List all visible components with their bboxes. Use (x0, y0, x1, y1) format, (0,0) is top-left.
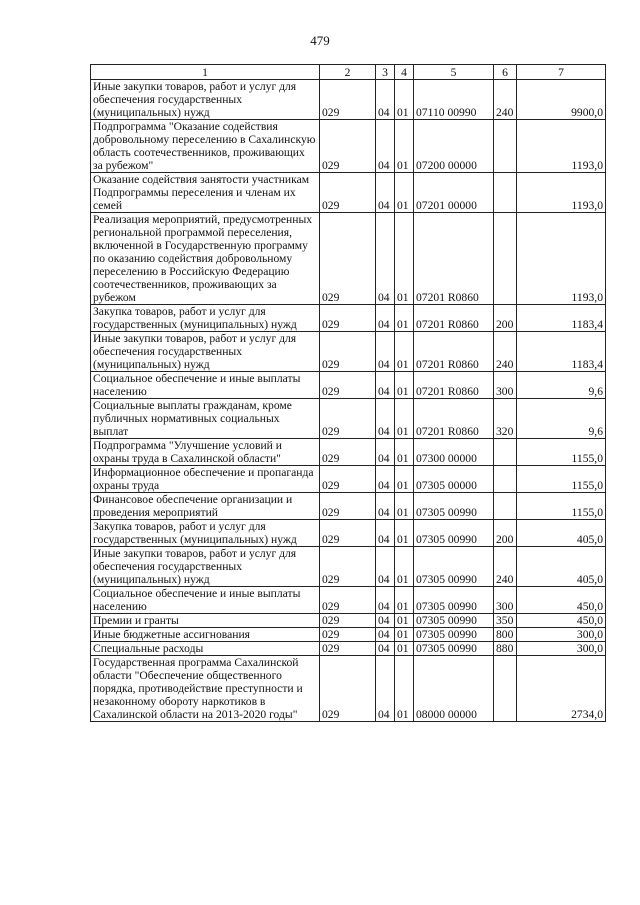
row-expense-type: 350 (494, 614, 517, 628)
row-target-article: 07201 R0860 (414, 213, 494, 305)
col-header-3: 3 (376, 65, 395, 80)
row-section: 04 (376, 120, 395, 173)
row-subsection: 01 (395, 656, 414, 722)
row-amount: 2734,0 (517, 656, 606, 722)
row-section: 04 (376, 493, 395, 520)
row-admin-code: 029 (320, 439, 376, 466)
row-target-article: 07201 00000 (414, 173, 494, 213)
row-subsection: 01 (395, 332, 414, 372)
row-expense-type: 880 (494, 642, 517, 656)
row-expense-type: 320 (494, 399, 517, 439)
row-expense-type (494, 173, 517, 213)
row-subsection: 01 (395, 493, 414, 520)
table-row (91, 493, 606, 520)
row-target-article: 07305 00990 (414, 642, 494, 656)
row-admin-code: 029 (320, 520, 376, 547)
row-admin-code: 029 (320, 399, 376, 439)
row-section: 04 (376, 587, 395, 614)
row-amount: 1183,4 (517, 332, 606, 372)
row-name: Социальное обеспечение и иные выплаты населению (91, 587, 320, 614)
col-header-7: 7 (517, 65, 606, 80)
row-amount: 300,0 (517, 628, 606, 642)
row-section: 04 (376, 80, 395, 120)
row-subsection: 01 (395, 213, 414, 305)
table-row (91, 173, 606, 213)
row-section: 04 (376, 642, 395, 656)
row-name: Иные закупки товаров, работ и услуг для обеспечения государственных (муниципальных) нужд (91, 547, 320, 587)
row-admin-code: 029 (320, 656, 376, 722)
row-name: Реализация мероприятий, предусмотренных региональной программой переселения, включенной в Государственную программу по оказанию содействия добровольному переселению в Российскую Федерацию соотечественников, проживающих за рубежом (91, 213, 320, 305)
row-subsection: 01 (395, 628, 414, 642)
row-amount: 9,6 (517, 372, 606, 399)
row-subsection: 01 (395, 520, 414, 547)
table-header-row (91, 65, 606, 80)
row-amount: 1193,0 (517, 120, 606, 173)
row-target-article: 07110 00990 (414, 80, 494, 120)
row-admin-code: 029 (320, 80, 376, 120)
row-section: 04 (376, 614, 395, 628)
page-number: 479 (310, 33, 330, 48)
row-target-article: 07305 00990 (414, 587, 494, 614)
row-section: 04 (376, 399, 395, 439)
row-name: Социальные выплаты гражданам, кроме публичных нормативных социальных выплат (91, 399, 320, 439)
table-row (91, 628, 606, 642)
row-section: 04 (376, 173, 395, 213)
row-name: Социальное обеспечение и иные выплаты населению (91, 372, 320, 399)
row-target-article: 07305 00990 (414, 547, 494, 587)
col-header-1: 1 (91, 65, 320, 80)
row-amount: 1155,0 (517, 466, 606, 493)
row-expense-type (494, 120, 517, 173)
row-amount: 1183,4 (517, 305, 606, 332)
row-section: 04 (376, 305, 395, 332)
row-subsection: 01 (395, 173, 414, 213)
table-row (91, 520, 606, 547)
row-expense-type (494, 466, 517, 493)
row-subsection: 01 (395, 439, 414, 466)
row-admin-code: 029 (320, 642, 376, 656)
row-target-article: 07201 R0860 (414, 332, 494, 372)
row-admin-code: 029 (320, 372, 376, 399)
row-section: 04 (376, 547, 395, 587)
row-name: Иные закупки товаров, работ и услуг для обеспечения государственных (муниципальных) нужд (91, 332, 320, 372)
table-row (91, 305, 606, 332)
row-expense-type: 240 (494, 332, 517, 372)
table-row (91, 213, 606, 305)
row-admin-code: 029 (320, 628, 376, 642)
row-expense-type: 240 (494, 80, 517, 120)
table-row (91, 656, 606, 722)
table-row (91, 80, 606, 120)
row-admin-code: 029 (320, 332, 376, 372)
row-subsection: 01 (395, 642, 414, 656)
row-target-article: 07305 00990 (414, 628, 494, 642)
row-admin-code: 029 (320, 305, 376, 332)
row-name: Специальные расходы (91, 642, 320, 656)
row-expense-type: 800 (494, 628, 517, 642)
row-admin-code: 029 (320, 173, 376, 213)
table-row (91, 372, 606, 399)
row-amount: 405,0 (517, 547, 606, 587)
row-subsection: 01 (395, 587, 414, 614)
row-section: 04 (376, 520, 395, 547)
row-name: Информационное обеспечение и пропаганда охраны труда (91, 466, 320, 493)
row-admin-code: 029 (320, 120, 376, 173)
row-target-article: 07305 00990 (414, 520, 494, 547)
row-name: Иные закупки товаров, работ и услуг для обеспечения государственных (муниципальных) нужд (91, 80, 320, 120)
table-row (91, 642, 606, 656)
col-header-5: 5 (414, 65, 494, 80)
table-row (91, 614, 606, 628)
row-section: 04 (376, 439, 395, 466)
row-target-article: 07305 00000 (414, 466, 494, 493)
row-name: Закупка товаров, работ и услуг для государственных (муниципальных) нужд (91, 520, 320, 547)
row-section: 04 (376, 372, 395, 399)
row-amount: 9,6 (517, 399, 606, 439)
row-expense-type: 300 (494, 372, 517, 399)
row-amount: 1193,0 (517, 213, 606, 305)
row-name: Подпрограмма "Улучшение условий и охраны труда в Сахалинской области" (91, 439, 320, 466)
table-row (91, 587, 606, 614)
row-expense-type: 300 (494, 587, 517, 614)
row-subsection: 01 (395, 80, 414, 120)
row-subsection: 01 (395, 547, 414, 587)
row-section: 04 (376, 628, 395, 642)
table-body (91, 80, 606, 722)
row-admin-code: 029 (320, 466, 376, 493)
row-amount: 1155,0 (517, 439, 606, 466)
row-amount: 9900,0 (517, 80, 606, 120)
row-section: 04 (376, 466, 395, 493)
col-header-4: 4 (395, 65, 414, 80)
row-name: Иные бюджетные ассигнования (91, 628, 320, 642)
row-subsection: 01 (395, 120, 414, 173)
row-target-article: 07300 00000 (414, 439, 494, 466)
col-header-6: 6 (494, 65, 517, 80)
row-expense-type (494, 656, 517, 722)
row-admin-code: 029 (320, 493, 376, 520)
row-admin-code: 029 (320, 587, 376, 614)
row-section: 04 (376, 656, 395, 722)
row-subsection: 01 (395, 466, 414, 493)
row-expense-type: 200 (494, 305, 517, 332)
row-target-article: 07305 00990 (414, 493, 494, 520)
row-name: Закупка товаров, работ и услуг для государственных (муниципальных) нужд (91, 305, 320, 332)
row-expense-type: 240 (494, 547, 517, 587)
row-name: Государственная программа Сахалинской области "Обеспечение общественного порядка, противодействие преступности и незаконному обороту наркотиков в Сахалинской области на 2013-2020 годы" (91, 656, 320, 722)
row-target-article: 07201 R0860 (414, 399, 494, 439)
row-expense-type (494, 439, 517, 466)
row-target-article: 07201 R0860 (414, 372, 494, 399)
row-amount: 1155,0 (517, 493, 606, 520)
table-row (91, 399, 606, 439)
row-admin-code: 029 (320, 547, 376, 587)
row-amount: 450,0 (517, 614, 606, 628)
row-name: Оказание содействия занятости участникам Подпрограммы переселения и членам их семей (91, 173, 320, 213)
row-target-article: 07200 00000 (414, 120, 494, 173)
table-row (91, 466, 606, 493)
row-target-article: 07201 R0860 (414, 305, 494, 332)
row-subsection: 01 (395, 399, 414, 439)
row-subsection: 01 (395, 372, 414, 399)
table-row (91, 120, 606, 173)
table-row (91, 332, 606, 372)
row-target-article: 08000 00000 (414, 656, 494, 722)
budget-table (90, 64, 606, 722)
row-subsection: 01 (395, 614, 414, 628)
row-expense-type: 200 (494, 520, 517, 547)
row-target-article: 07305 00990 (414, 614, 494, 628)
col-header-2: 2 (320, 65, 376, 80)
row-admin-code: 029 (320, 614, 376, 628)
row-admin-code: 029 (320, 213, 376, 305)
row-name: Подпрограмма "Оказание содействия добровольному переселению в Сахалинскую область соотечественников, проживающих за рубежом" (91, 120, 320, 173)
row-expense-type (494, 213, 517, 305)
row-section: 04 (376, 332, 395, 372)
row-name: Премии и гранты (91, 614, 320, 628)
row-amount: 300,0 (517, 642, 606, 656)
row-name: Финансовое обеспечение организации и проведения мероприятий (91, 493, 320, 520)
row-expense-type (494, 493, 517, 520)
table-row (91, 547, 606, 587)
row-subsection: 01 (395, 305, 414, 332)
row-section: 04 (376, 213, 395, 305)
table-row (91, 439, 606, 466)
row-amount: 405,0 (517, 520, 606, 547)
row-amount: 450,0 (517, 587, 606, 614)
row-amount: 1193,0 (517, 173, 606, 213)
